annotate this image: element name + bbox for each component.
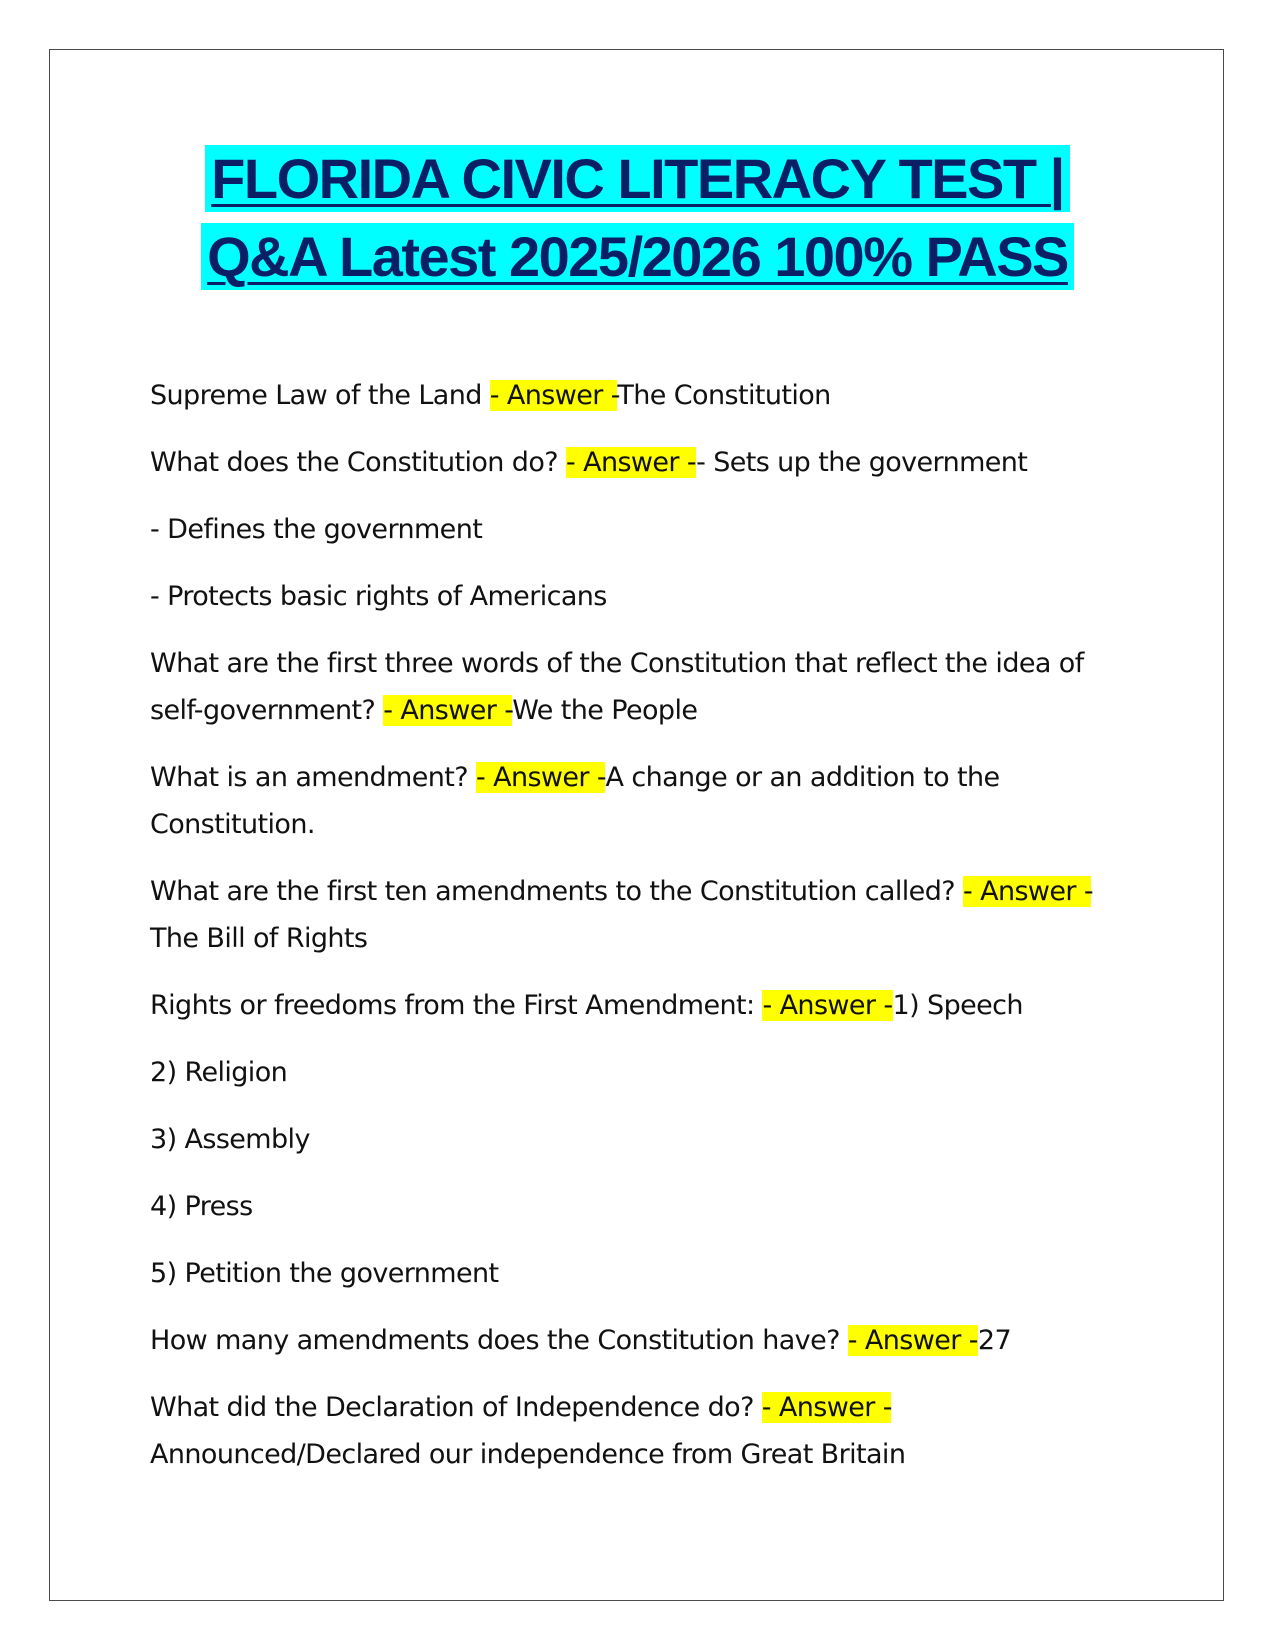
question-text: What are the first three words of the Constitution that reflect the idea of self-government? (150, 648, 1084, 726)
question-text: What are the first ten amendments to the Constitution called? (150, 876, 963, 907)
answer-text: 1) Speech (892, 990, 1023, 1021)
question-text: Rights or freedoms from the First Amendment: (150, 990, 763, 1021)
qa-item (150, 868, 1130, 962)
answer-marker: - Answer - (847, 1325, 978, 1356)
answer-marker: - Answer - (962, 876, 1091, 907)
answer-continuation: 3) Assembly (150, 1124, 310, 1155)
answer-marker: - Answer - (489, 380, 618, 411)
answer-text: 27 (977, 1325, 1012, 1356)
qa-list (150, 372, 1130, 1498)
answer-marker: - Answer - (383, 695, 513, 726)
answer-text: The Constitution (617, 380, 831, 411)
title-line-1: FLORIDA CIVIC LITERACY TEST | (205, 145, 1070, 212)
question-text: What does the Constitution do? (150, 447, 566, 478)
answer-continuation: 4) Press (150, 1191, 253, 1222)
question-text: What did the Declaration of Independence do? (150, 1392, 762, 1423)
answer-continuation: - Protects basic rights of Americans (150, 581, 607, 612)
answer-text: - Sets up the government (696, 447, 1028, 478)
qa-item (150, 439, 1130, 486)
question-text: Supreme Law of the Land (150, 380, 490, 411)
qa-item (150, 754, 1130, 848)
answer-text: A change or an addition to the Constitution. (150, 762, 1000, 840)
answer-marker: - Answer - (565, 447, 697, 478)
answer-continuation: - Defines the government (150, 514, 483, 545)
qa-item (150, 1317, 1130, 1364)
qa-item (150, 372, 1130, 419)
document-title (0, 140, 1275, 296)
qa-item (150, 982, 1130, 1029)
answer-marker: - Answer - (762, 990, 893, 1021)
answer-text: We the People (512, 695, 698, 726)
qa-item (150, 1384, 1130, 1478)
qa-item (150, 640, 1130, 734)
answer-marker: - Answer - (761, 1392, 892, 1423)
question-text: What is an amendment? (150, 762, 476, 793)
answer-text: The Bill of Rights (150, 923, 368, 954)
question-text: How many amendments does the Constitution have? (150, 1325, 848, 1356)
title-line-2: Q&A Latest 2025/2026 100% PASS (201, 223, 1074, 290)
answer-continuation: 2) Religion (150, 1057, 288, 1088)
answer-marker: - Answer - (475, 762, 606, 793)
answer-text: Announced/Declared our independence from Great Britain (150, 1439, 906, 1470)
answer-continuation: 5) Petition the government (150, 1258, 499, 1289)
